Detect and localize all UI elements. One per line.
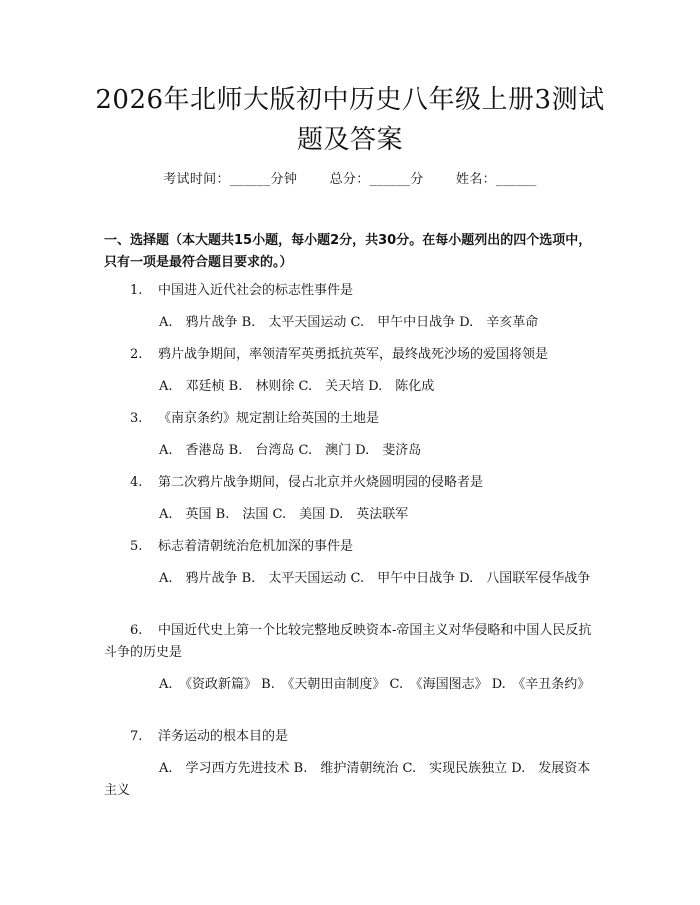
question-text: 鸦片战争期间，率领清军英勇抵抗英军，最终战死沙场的爱国将领是 <box>158 347 549 362</box>
question-7-options: A. 学习西方先进技术 B. 维护清朝统治 C. 实现民族独立 D. 发展资本主义 <box>104 761 591 798</box>
exam-name-label: 姓名：______ <box>456 172 537 187</box>
question-text: 中国进入近代社会的标志性事件是 <box>158 283 354 298</box>
question-number: 1. <box>130 283 143 298</box>
question-6 <box>104 620 600 664</box>
question-5 <box>104 536 600 558</box>
question-5-options: A. 鸦片战争 B. 太平天国运动 C. 甲午中日战争 D. 八国联军侵华战争 <box>159 571 591 586</box>
question-text: 第二次鸦片战争期间，侵占北京并火烧圆明园的侵略者是 <box>158 475 484 490</box>
question-4-options: A. 英国 B. 法国 C. 美国 D. 英法联军 <box>159 507 409 522</box>
question-2 <box>104 344 600 366</box>
question-number: 4. <box>130 475 143 490</box>
question-4 <box>104 472 600 494</box>
question-number: 6. <box>130 623 143 638</box>
question-3-options: A. 香港岛 B. 台湾岛 C. 澳门 D. 斐济岛 <box>159 443 422 458</box>
question-text: 洋务运动的根本目的是 <box>158 729 289 744</box>
question-3 <box>104 408 600 430</box>
section-heading: 一、选择题（本大题共15小题，每小题2分，共30分。在每小题列出的四个选项中，只有一项是最符合题目要求的。） <box>104 233 592 270</box>
question-text: 《南京条约》规定割让给英国的土地是 <box>158 411 380 426</box>
question-number: 5. <box>130 539 143 554</box>
exam-time-label: 考试时间：______分钟 <box>163 172 298 187</box>
question-6-options: A. 《资政新篇》 B. 《天朝田亩制度》 C. 《海国图志》 D. 《辛丑条约》 <box>159 677 591 692</box>
question-text: 标志着清朝统治危机加深的事件是 <box>158 539 354 554</box>
question-1-options: A. 鸦片战争 B. 太平天国运动 C. 甲午中日战争 D. 辛亥革命 <box>159 315 539 330</box>
question-7 <box>104 726 600 748</box>
question-number: 2. <box>130 347 143 362</box>
question-2-options: A. 邓廷桢 B. 林则徐 C. 关天培 D. 陈化成 <box>159 379 435 394</box>
exam-info <box>0 168 700 187</box>
exam-score-label: 总分：______分 <box>329 172 424 187</box>
question-number: 7. <box>130 729 143 744</box>
question-text: 中国近代史上第一个比较完整地反映资本-帝国主义对华侵略和中国人民反抗斗争的历史是 <box>104 623 592 660</box>
document-title: 2026年北师大版初中历史八年级上册3测试题及答案 <box>95 85 605 155</box>
question-1 <box>104 280 600 302</box>
question-number: 3. <box>130 411 143 426</box>
